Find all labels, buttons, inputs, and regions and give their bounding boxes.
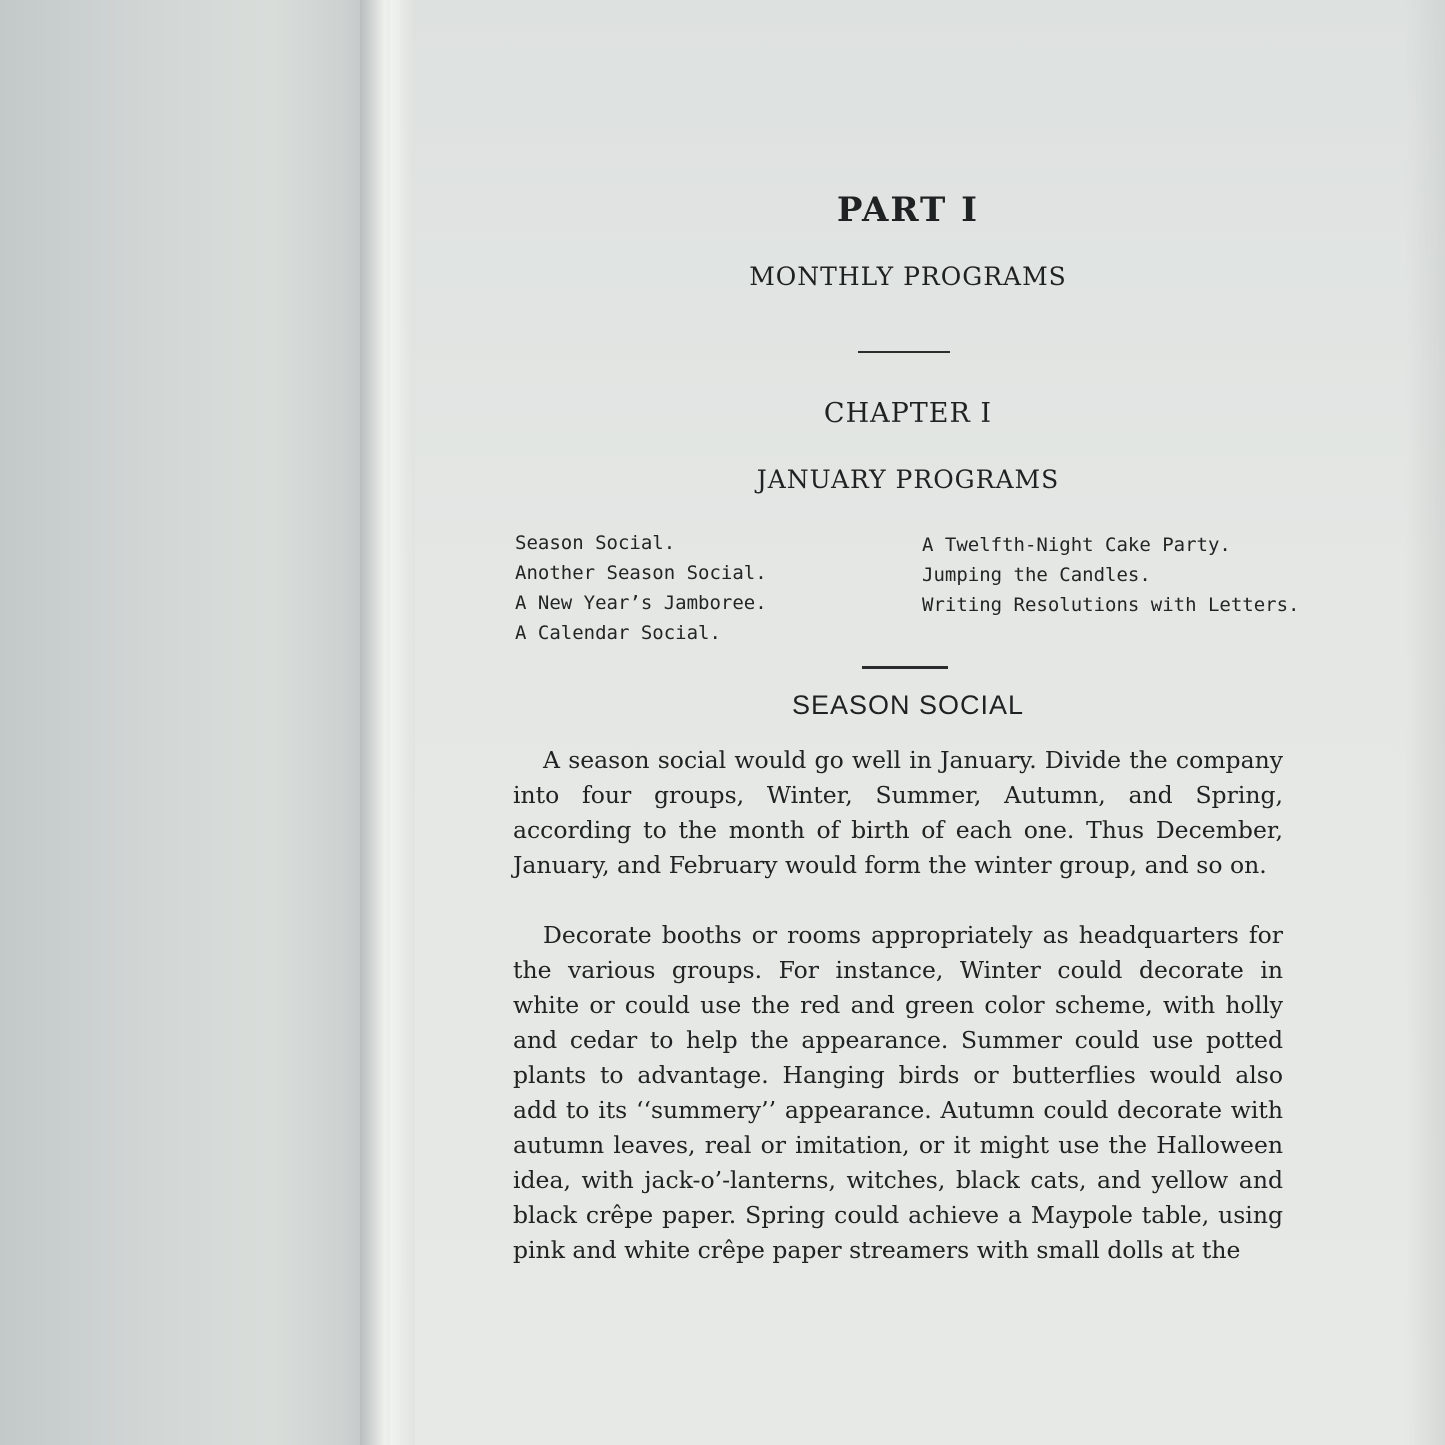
body-paragraph-1: [513, 743, 1283, 883]
contents-item: Writing Resolutions with Letters.: [922, 594, 1300, 616]
section-title: SEASON SOCIAL: [791, 690, 1025, 720]
part-title: PART I: [836, 190, 980, 230]
contents-item: Another Season Social.: [515, 562, 767, 584]
page-edge-shadow: [1405, 0, 1445, 1445]
contents-item: A Calendar Social.: [515, 622, 721, 644]
contents-left-column: [515, 528, 767, 648]
contents-right-column: [922, 530, 1300, 620]
chapter-subtitle: JANUARY PROGRAMS: [756, 465, 1060, 494]
paragraph-text: A season social would go well in January. Divide the company into four groups, Winter, Summer, Autumn, and Spring, according to the month of birth of each one. Thus December, January, and February would form the winter group, and so on.: [513, 746, 1283, 879]
book-gutter: [360, 0, 415, 1445]
divider-section: [862, 666, 948, 669]
contents-item: Jumping the Candles.: [922, 564, 1151, 586]
contents-item: A New Year’s Jamboree.: [515, 592, 767, 614]
contents-item: A Twelfth-Night Cake Party.: [922, 534, 1231, 556]
chapter-title: CHAPTER I: [823, 398, 993, 429]
part-subtitle: MONTHLY PROGRAMS: [749, 262, 1067, 291]
left-page: [0, 0, 390, 1445]
body-paragraph-2: [513, 918, 1283, 1268]
divider-top: [858, 351, 950, 353]
contents-item: Season Social.: [515, 532, 676, 554]
paragraph-text: Decorate booths or rooms appropriately as headquarters for the various groups. For instance, Winter could decorate in white or could use the red and green color scheme, with holly and cedar to help the appearance. Summer could use potted plants to advantage. Hanging birds or butterflies would also add to its ‘‘summery’’ appearance. Autumn could decorate with autumn leaves, real or imitation, or it might use the Halloween idea, with jack-o’-lanterns, witches, black cats, and yellow and black crêpe paper. Spring could achieve a Maypole table, using pink and white crêpe paper streamers with small dolls at the: [513, 921, 1283, 1264]
